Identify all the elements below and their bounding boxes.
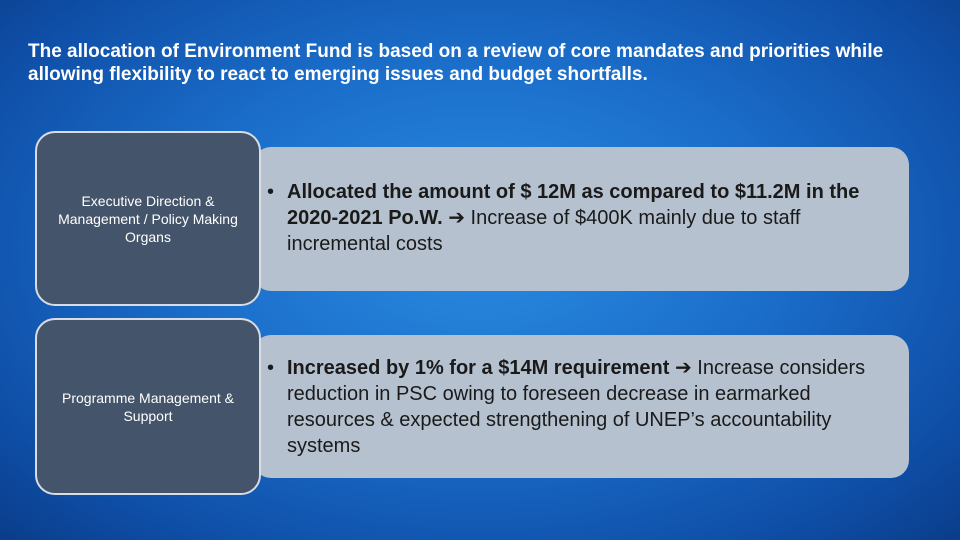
category-label: Programme Management & Support [62,389,234,424]
allocation-detail-rest: Increase considers reduction in PSC owing to foreseen decrease in earmarked resources & expected strengthening of UNEP’s accountability systems [287,357,866,457]
category-label: Executive Direction & Management / Policy Making Organs [58,192,238,245]
allocation-detail-text [287,355,889,459]
allocation-detail-text [287,179,889,257]
allocation-detail-item [267,179,889,257]
right-arrow-icon: ➔ [448,207,465,229]
category-label-box [35,131,261,306]
allocation-detail-box [253,147,909,291]
allocation-detail-box [253,335,909,478]
bullet-icon: • [267,181,275,203]
category-label-box [35,318,261,495]
allocation-detail-rest: Increase of $400K mainly due to staff incremental costs [287,207,801,255]
allocation-detail-bold: Increased by 1% for a $14M requirement [287,357,670,379]
allocation-detail-bold: Allocated the amount of $ 12M as compared to $11.2M in the 2020-2021 Po.W. [287,181,860,229]
intro-text: The allocation of Environment Fund is based on a review of core mandates and priorities while allowing flexibility to react to emerging issues and budget shortfalls. [28,41,884,85]
right-arrow-icon: ➔ [674,357,692,379]
bullet-icon: • [267,357,275,379]
allocation-detail-item [267,355,889,459]
